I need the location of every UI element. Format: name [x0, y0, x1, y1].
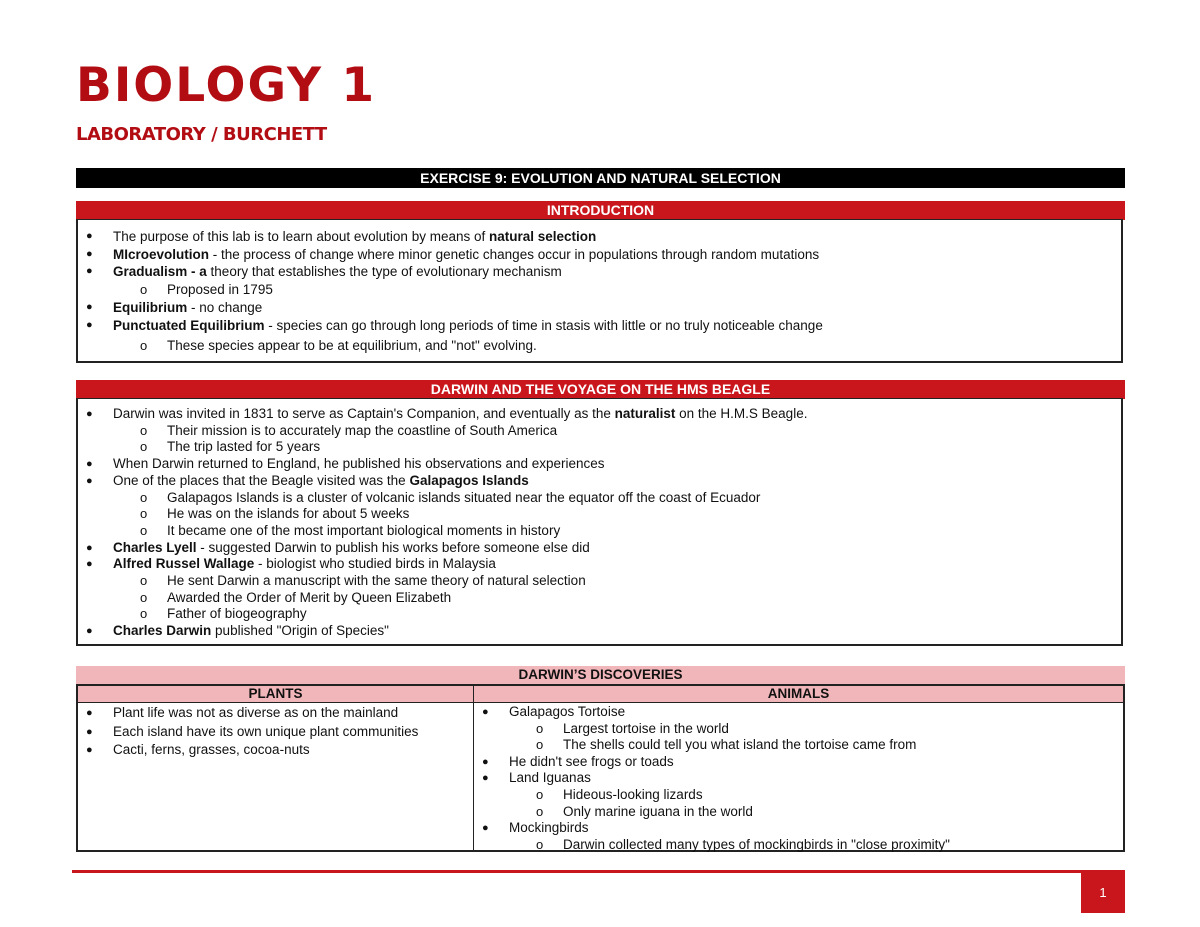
sub-list-item: o Largest tortoise in the world [536, 720, 729, 736]
bullet-icon: ● [86, 558, 93, 571]
list-item: ● Charles Lyell - suggested Darwin to publish his works before someone else did [86, 539, 590, 555]
sub-bullet-icon: o [140, 589, 148, 605]
bullet-icon: ● [86, 541, 93, 554]
sub-bullet-icon: o [140, 573, 148, 589]
animals-list [474, 704, 1123, 853]
list-item: ● When Darwin returned to England, he published his observations and experiences [86, 456, 605, 472]
page-number: 1 [1081, 872, 1125, 913]
list-item: ● Mockingbirds [482, 820, 589, 836]
bullet-icon: ● [86, 625, 93, 638]
exercise-title: EXERCISE 9: EVOLUTION AND NATURAL SELECTION [76, 168, 1125, 188]
list-item: ● Alfred Russel Wallage - biologist who studied birds in Malaysia [86, 556, 496, 572]
discoveries-heading: DARWIN’S DISCOVERIES [76, 666, 1125, 685]
sub-list-item: o He sent Darwin a manuscript with the same theory of natural selection [140, 573, 586, 589]
list-item: ● Plant life was not as diverse as on the mainland [78, 704, 473, 723]
sub-bullet-icon: o [140, 489, 148, 505]
list-item: ● Charles Darwin published "Origin of Species" [86, 623, 389, 639]
document-subtitle: LABORATORY / BURCHETT [76, 124, 327, 145]
sub-bullet-icon: o [140, 506, 148, 522]
list-item: ● Gradualism - a theory that establishes the type of evolutionary mechanism [86, 264, 562, 280]
sub-bullet-icon: o [140, 606, 148, 622]
sub-list-item: o Awarded the Order of Merit by Queen Elizabeth [140, 589, 452, 605]
sub-bullet-icon: o [536, 720, 544, 736]
sub-bullet-icon: o [536, 836, 544, 852]
document-title: BIOLOGY 1 [76, 58, 377, 113]
bullet-icon: ● [86, 265, 93, 278]
plants-column-header: PLANTS [78, 686, 474, 703]
sub-bullet-icon: o [536, 737, 544, 753]
sub-list-item: o These species appear to be at equilibrium, and "not" evolving. [140, 338, 537, 354]
animals-column-header: ANIMALS [474, 686, 1123, 703]
list-item: ● Equilibrium - no change [86, 299, 263, 315]
sub-list-item: o Galapagos Islands is a cluster of volcanic islands situated near the equator off the coast of Ecuador [140, 489, 761, 505]
bullet-icon: ● [86, 230, 93, 242]
list-item: ● Land Iguanas [482, 770, 591, 786]
sub-list-item: o He was on the islands for about 5 weeks [140, 506, 410, 522]
intro-box [76, 219, 1123, 363]
intro-list [78, 228, 1121, 355]
sub-bullet-icon: o [140, 439, 148, 455]
bullet-icon: ● [86, 744, 93, 756]
sub-list-item: o It became one of the most important biological moments in history [140, 522, 561, 538]
plants-column [78, 703, 474, 850]
list-item: ● Darwin was invited in 1831 to serve as Captain's Companion, and eventually as the naturalist on the H.M.S Beagle. [86, 406, 808, 421]
plants-list [78, 704, 473, 760]
intro-heading: INTRODUCTION [76, 201, 1125, 220]
sub-list-item: o Darwin collected many types of mockingbirds in "close proximity" [536, 836, 950, 852]
sub-list-item: o Only marine iguana in the world [536, 803, 753, 819]
list-item: ● MIcroevolution - the process of change where minor genetic changes occur in populations through random mutations [86, 246, 820, 262]
discoveries-table [76, 684, 1125, 852]
bullet-icon: ● [482, 755, 489, 768]
sub-list-item: o The trip lasted for 5 years [140, 439, 321, 455]
sub-list-item: o Proposed in 1795 [140, 282, 273, 298]
sub-list-item: o Hideous-looking lizards [536, 786, 703, 802]
bullet-icon: ● [86, 725, 93, 738]
darwin-list [78, 406, 1121, 640]
sub-bullet-icon: o [140, 338, 148, 354]
footer-rule [72, 870, 1125, 873]
sub-bullet-icon: o [536, 786, 544, 802]
list-item: ● One of the places that the Beagle visited was the Galapagos Islands [86, 472, 529, 488]
bullet-icon: ● [86, 318, 93, 331]
bullet-icon: ● [86, 247, 93, 260]
sub-list-item: o Father of biogeography [140, 606, 307, 622]
bullet-icon: ● [86, 707, 93, 719]
list-item: ● He didn't see frogs or toads [482, 753, 674, 769]
bullet-icon: ● [86, 300, 93, 313]
bullet-icon: ● [86, 458, 93, 471]
sub-bullet-icon: o [140, 522, 148, 538]
sub-list-item: o The shells could tell you what island the tortoise came from [536, 737, 917, 753]
bullet-icon: ● [482, 822, 489, 835]
list-item: ● Cacti, ferns, grasses, cocoa-nuts [78, 741, 473, 760]
bullet-icon: ● [482, 706, 489, 718]
list-item: ● Galapagos Tortoise [482, 704, 626, 719]
list-item: ● Each island have its own unique plant communities [78, 723, 473, 742]
list-item: ● Punctuated Equilibrium - species can go through long periods of time in stasis with little or no truly noticeable change [86, 317, 823, 333]
list-item: ● The purpose of this lab is to learn about evolution by means of natural selection [86, 229, 597, 244]
sub-list-item: o Their mission is to accurately map the coastline of South America [140, 422, 558, 438]
bullet-icon: ● [86, 408, 93, 420]
animals-column [474, 703, 1123, 850]
sub-bullet-icon: o [140, 422, 148, 438]
sub-bullet-icon: o [140, 282, 148, 298]
darwin-heading: DARWIN AND THE VOYAGE ON THE HMS BEAGLE [76, 380, 1125, 399]
bullet-icon: ● [86, 474, 93, 487]
bullet-icon: ● [482, 772, 489, 785]
darwin-box [76, 398, 1123, 646]
sub-bullet-icon: o [536, 803, 544, 819]
